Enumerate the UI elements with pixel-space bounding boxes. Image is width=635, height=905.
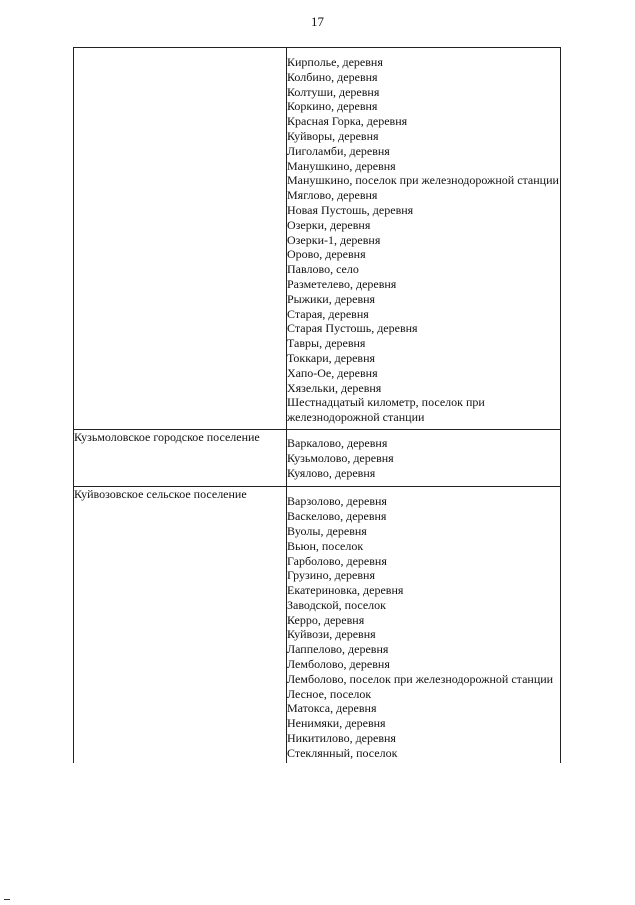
table-row — [74, 48, 561, 430]
settlement-name-cell — [74, 429, 287, 486]
table-row — [74, 429, 561, 486]
list-item: Озерки, деревня — [287, 217, 371, 232]
locality-list-cell — [287, 487, 561, 763]
list-item: Красная Горка, деревня — [287, 114, 408, 129]
list-item: Мяглово, деревня — [287, 188, 378, 203]
list-item: Гарболово, деревня — [287, 553, 387, 568]
list-item: Куялово, деревня — [287, 465, 376, 480]
list-item: Лаппелово, деревня — [287, 642, 389, 657]
list-item: Манушкино, деревня — [287, 158, 396, 173]
locality-list-cell — [287, 48, 561, 430]
list-item: Варзолово, деревня — [287, 494, 387, 509]
list-item: Рыжики, деревня — [287, 291, 376, 306]
list-item: Манушкино, поселок при железнодорожной станции — [287, 173, 559, 188]
settlement-name: Куйвозовское сельское поселение — [74, 487, 247, 502]
table-body — [74, 48, 561, 763]
list-item: Куйвози, деревня — [287, 627, 376, 642]
table-row — [74, 487, 561, 763]
list-item: Лесное, поселок — [287, 686, 372, 701]
list-item: Старая, деревня — [287, 306, 369, 321]
list-item: Варкалово, деревня — [287, 435, 388, 450]
list-item: Ненимяки, деревня — [287, 716, 386, 731]
list-item: Старая Пустошь, деревня — [287, 321, 418, 336]
list-item: Кирполье, деревня — [287, 55, 383, 69]
corner-mark — [4, 899, 10, 900]
list-item: Колбино, деревня — [287, 69, 378, 84]
locality-list-cell — [287, 429, 561, 486]
list-item: Тавры, деревня — [287, 336, 366, 351]
list-item: Куйворы, деревня — [287, 128, 379, 143]
list-item: Токкари, деревня — [287, 350, 376, 365]
list-item: Новая Пустошь, деревня — [287, 202, 414, 217]
settlement-name-cell — [74, 487, 287, 763]
list-item: Колтуши, деревня — [287, 84, 380, 99]
list-item: Хязельки, деревня — [287, 380, 382, 395]
settlements-table — [73, 47, 561, 763]
list-item: Екатериновка, деревня — [287, 583, 404, 598]
list-item: Павлово, село — [287, 262, 359, 277]
list-item: Вьюн, поселок — [287, 538, 364, 553]
list-item: Грузино, деревня — [287, 568, 375, 583]
list-item: Вуолы, деревня — [287, 523, 367, 538]
list-item: Лиголамби, деревня — [287, 143, 390, 158]
list-item: Коркино, деревня — [287, 99, 378, 114]
list-item: Никитилово, деревня — [287, 731, 396, 746]
list-item: Орово, деревня — [287, 247, 366, 262]
list-item: Озерки-1, деревня — [287, 232, 381, 247]
list-item: Лемболово, поселок при железнодорожной станции — [287, 671, 554, 686]
list-item: Хапо-Ое, деревня — [287, 365, 378, 380]
list-item: Шестнадцатый километр, поселок при железнодорожной станции — [287, 395, 485, 425]
list-item: Кузьмолово, деревня — [287, 450, 394, 465]
list-item: Лемболово, деревня — [287, 657, 390, 672]
list-item: Стеклянный, поселок — [287, 745, 398, 760]
list-item: Керро, деревня — [287, 612, 365, 627]
list-item: Васкелово, деревня — [287, 509, 387, 524]
list-item: Разметелево, деревня — [287, 276, 397, 291]
settlement-name-cell — [74, 48, 287, 430]
settlement-name: Кузьмоловское городское поселение — [74, 429, 260, 444]
list-item: Матокса, деревня — [287, 701, 377, 716]
page-number: 17 — [311, 14, 324, 29]
list-item: Заводской, поселок — [287, 597, 386, 612]
